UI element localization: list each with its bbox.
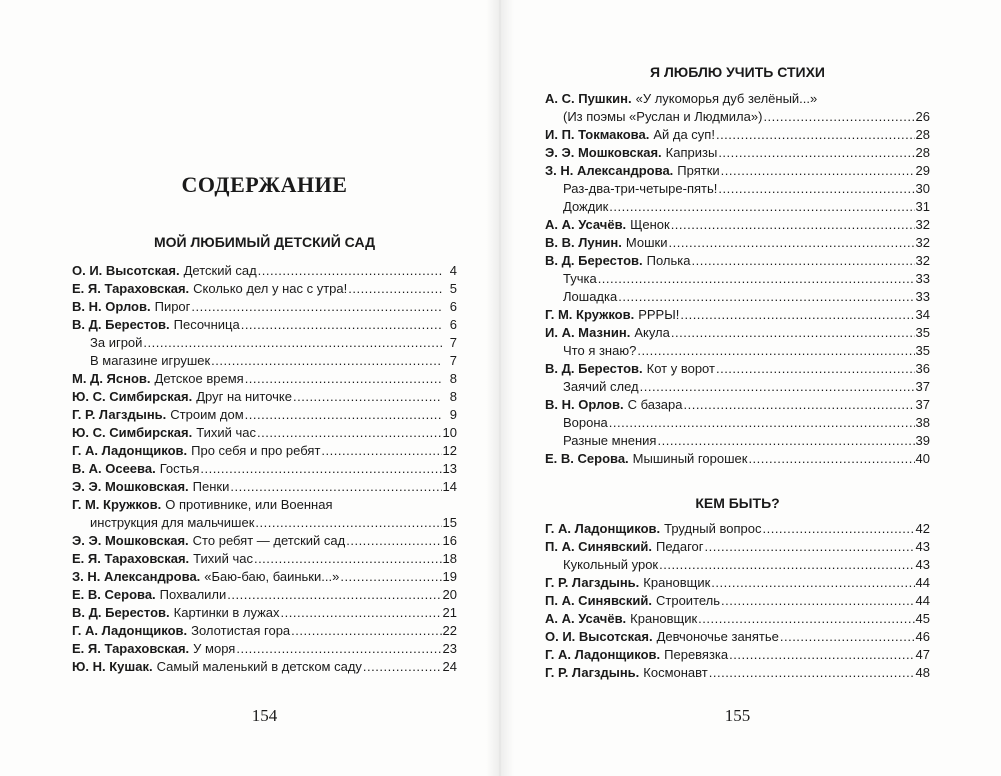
toc-entry-page: 21 <box>442 605 457 620</box>
toc-entry-author: Г. А. Ладонщиков. <box>72 443 188 458</box>
toc-dot-leader <box>705 538 915 556</box>
toc-entry <box>545 216 930 234</box>
toc-dot-leader <box>363 658 442 676</box>
toc-entry <box>545 288 930 306</box>
toc-dot-leader <box>716 126 915 144</box>
toc-entry-author: Г. А. Ладонщиков. <box>72 623 188 638</box>
toc-dot-leader <box>609 414 915 432</box>
toc-entry <box>545 162 930 180</box>
toc-entry-author: В. А. Осеева. <box>72 461 156 476</box>
toc-dot-leader <box>748 450 914 468</box>
toc-dot-leader <box>657 432 914 450</box>
toc-entry-author: Г. А. Ладонщиков. <box>545 647 661 662</box>
toc-entry-page: 45 <box>915 611 930 626</box>
toc-dot-leader <box>241 316 442 334</box>
toc-dot-leader <box>321 442 441 460</box>
toc-entry <box>72 352 457 370</box>
toc-entry-title: Лошадка <box>563 289 618 304</box>
toc-entry-title: С базара <box>627 397 683 412</box>
section-title-kindergarten: МОЙ ЛЮБИМЫЙ ДЕТСКИЙ САД <box>153 234 376 250</box>
toc-dot-leader <box>618 288 914 306</box>
toc-entry <box>545 414 930 432</box>
toc-entry-page: 15 <box>442 515 457 530</box>
toc-entry-page: 32 <box>915 253 930 268</box>
toc-entry <box>72 298 457 316</box>
toc-entry-title: Кукольный урок <box>563 557 659 572</box>
toc-dot-leader <box>637 342 914 360</box>
toc-entry-author: В. Д. Берестов. <box>545 361 643 376</box>
toc-entry-title: Космонавт <box>643 665 708 680</box>
toc-entry <box>545 610 930 628</box>
toc-entry-title: Похвалили <box>159 587 227 602</box>
toc-entry-page: 24 <box>442 659 457 674</box>
toc-entry-title: Тучка <box>563 271 597 286</box>
toc-entry-author: Е. Я. Тараховская. <box>72 551 190 566</box>
toc-entry-page: 14 <box>442 479 457 494</box>
book-gutter <box>486 0 514 776</box>
toc-entry-title: Пирог <box>154 299 191 314</box>
toc-entry-title: (Из поэмы «Руслан и Людмила») <box>563 109 763 124</box>
toc-entry <box>545 90 930 108</box>
toc-entry-title: Педагог <box>656 539 704 554</box>
toc-entry <box>72 568 457 586</box>
toc-dot-leader <box>659 556 914 574</box>
toc-entry-page: 13 <box>442 461 457 476</box>
toc-entry-title: Дождик <box>563 199 609 214</box>
toc-entry <box>545 342 930 360</box>
toc-dot-leader <box>230 478 441 496</box>
toc-dot-leader <box>281 604 442 622</box>
toc-entry <box>545 396 930 414</box>
toc-dot-leader <box>254 550 442 568</box>
toc-entry-title: Золотистая гора <box>191 623 291 638</box>
toc-entry-page: 37 <box>915 379 930 394</box>
toc-entry-page: 6 <box>449 299 457 314</box>
toc-entry-author: Г. М. Кружков. <box>545 307 635 322</box>
toc-entry <box>72 640 457 658</box>
toc-entry-title: Строим дом <box>170 407 244 422</box>
toc-entry-page: 47 <box>915 647 930 662</box>
toc-entry <box>545 360 930 378</box>
toc-dot-leader <box>680 306 914 324</box>
toc-entry <box>72 586 457 604</box>
toc-entry-title: Девчоночье занятье <box>656 629 779 644</box>
toc-entry-title: За игрой <box>90 335 143 350</box>
toc-entry-page: 28 <box>915 145 930 160</box>
toc-list-kindergarten <box>72 262 457 676</box>
toc-dot-leader <box>716 360 915 378</box>
toc-entry <box>545 378 930 396</box>
toc-dot-leader <box>291 622 441 640</box>
toc-entry-page: 33 <box>915 289 930 304</box>
toc-dot-leader <box>729 646 914 664</box>
toc-entry-author: Г. Р. Лагздынь. <box>72 407 167 422</box>
toc-dot-leader <box>227 586 441 604</box>
toc-entry-author: А. С. Пушкин. <box>545 91 632 106</box>
toc-entry <box>72 370 457 388</box>
toc-entry-title: Мышиный горошек <box>632 451 748 466</box>
toc-entry-page: 31 <box>915 199 930 214</box>
toc-entry-page: 32 <box>915 217 930 232</box>
toc-entry-page: 20 <box>442 587 457 602</box>
toc-entry-page: 33 <box>915 271 930 286</box>
toc-entry-page: 44 <box>915 593 930 608</box>
toc-entry-title: Строитель <box>656 593 721 608</box>
toc-entry-title: Щенок <box>630 217 670 232</box>
toc-entry-page: 35 <box>915 343 930 358</box>
toc-entry-author: Э. Э. Мошковская. <box>72 479 189 494</box>
toc-entry-author: Ю. С. Симбирская. <box>72 425 193 440</box>
section-title-professions: КЕМ БЫТЬ? <box>695 495 780 511</box>
toc-entry-title: У моря <box>193 641 236 656</box>
toc-entry-title: Ай да суп! <box>653 127 715 142</box>
toc-dot-leader <box>143 334 442 352</box>
toc-entry-author: О. И. Высотская. <box>72 263 180 278</box>
toc-entry <box>72 658 457 676</box>
toc-entry-author: И. П. Токмакова. <box>545 127 650 142</box>
toc-entry-title: Капризы <box>665 145 718 160</box>
toc-entry-page: 10 <box>442 425 457 440</box>
toc-entry-title: Крановщик <box>630 611 698 626</box>
toc-entry-author: Е. В. Серова. <box>545 451 629 466</box>
toc-entry <box>545 432 930 450</box>
toc-entry-author: В. Д. Берестов. <box>72 317 170 332</box>
toc-dot-leader <box>346 532 441 550</box>
toc-entry-author: М. Д. Яснов. <box>72 371 151 386</box>
toc-entry-author: Г. Р. Лагздынь. <box>545 665 640 680</box>
toc-dot-leader <box>258 262 442 280</box>
toc-dot-leader <box>236 640 441 658</box>
toc-dot-leader <box>340 568 441 586</box>
toc-entry <box>545 592 930 610</box>
toc-dot-leader <box>200 460 441 478</box>
toc-entry <box>545 306 930 324</box>
toc-entry-title: Раз-два-три-четыре-пять! <box>563 181 718 196</box>
toc-entry-title: Разные мнения <box>563 433 657 448</box>
toc-entry <box>545 628 930 646</box>
toc-entry-author: В. Д. Берестов. <box>72 605 170 620</box>
toc-entry-page: 7 <box>449 335 457 350</box>
toc-entry-author: В. Н. Орлов. <box>545 397 624 412</box>
toc-entry-author: П. А. Синявский. <box>545 593 652 608</box>
toc-dot-leader <box>211 352 442 370</box>
toc-entry-title: В магазине игрушек <box>90 353 211 368</box>
toc-dot-leader <box>721 162 915 180</box>
toc-entry-author: Г. А. Ладонщиков. <box>545 521 661 536</box>
toc-entry-page: 4 <box>449 263 457 278</box>
contents-heading: СОДЕРЖАНИЕ <box>181 172 348 197</box>
toc-entry-author: И. А. Мазнин. <box>545 325 631 340</box>
toc-entry-title: «Баю-баю, баиньки...» <box>204 569 340 584</box>
toc-entry <box>72 622 457 640</box>
toc-dot-leader <box>718 180 914 198</box>
toc-dot-leader <box>763 108 914 126</box>
toc-dot-leader <box>671 216 915 234</box>
toc-dot-leader <box>762 520 914 538</box>
toc-entry-page: 18 <box>442 551 457 566</box>
toc-dot-leader <box>245 370 442 388</box>
toc-entry-title: Прятки <box>677 163 720 178</box>
toc-entry-title: Сколько дел у нас с утра! <box>193 281 348 296</box>
toc-entry-page: 42 <box>915 521 930 536</box>
toc-entry <box>545 520 930 538</box>
toc-entry <box>545 664 930 682</box>
toc-entry-page: 40 <box>915 451 930 466</box>
toc-entry <box>545 646 930 664</box>
toc-entry <box>72 514 457 532</box>
toc-dot-leader <box>780 628 915 646</box>
toc-entry <box>72 460 457 478</box>
toc-entry-author: В. Д. Берестов. <box>545 253 643 268</box>
toc-entry-title: Что я знаю? <box>563 343 637 358</box>
toc-entry-title: Самый маленький в детском саду <box>156 659 362 674</box>
toc-entry-title: Картинки в лужах <box>173 605 280 620</box>
toc-entry-title: РРРЫ! <box>638 307 680 322</box>
toc-entry-title: Трудный вопрос <box>664 521 762 536</box>
toc-entry-title: инструкция для мальчишек <box>90 515 255 530</box>
toc-entry-page: 12 <box>442 443 457 458</box>
toc-entry-page: 32 <box>915 235 930 250</box>
page-number-right: 155 <box>724 706 751 725</box>
toc-dot-leader <box>255 514 441 532</box>
toc-entry <box>545 574 930 592</box>
toc-entry <box>545 180 930 198</box>
toc-entry <box>72 550 457 568</box>
toc-entry-author: Е. В. Серова. <box>72 587 156 602</box>
toc-dot-leader <box>668 234 914 252</box>
toc-entry <box>545 126 930 144</box>
toc-dot-leader <box>348 280 442 298</box>
toc-entry-title: Тихий час <box>196 425 256 440</box>
toc-entry-page: 37 <box>915 397 930 412</box>
toc-entry-author: З. Н. Александрова. <box>72 569 201 584</box>
toc-entry-author: О. И. Высотская. <box>545 629 653 644</box>
toc-entry-title: Детское время <box>154 371 244 386</box>
toc-entry-page: 9 <box>449 407 457 422</box>
toc-entry <box>72 406 457 424</box>
toc-dot-leader <box>598 270 915 288</box>
toc-entry-page: 43 <box>915 539 930 554</box>
toc-entry-author: В. Н. Орлов. <box>72 299 151 314</box>
toc-dot-leader <box>711 574 914 592</box>
toc-entry <box>545 252 930 270</box>
toc-entry-page: 48 <box>915 665 930 680</box>
toc-entry-author: Ю. Н. Кушак. <box>72 659 153 674</box>
toc-entry <box>545 144 930 162</box>
toc-entry-page: 34 <box>915 307 930 322</box>
toc-entry-title: Сто ребят — детский сад <box>192 533 346 548</box>
toc-entry <box>545 270 930 288</box>
toc-entry-title: Кот у ворот <box>646 361 715 376</box>
toc-entry <box>545 538 930 556</box>
toc-entry-title: Полька <box>646 253 691 268</box>
toc-entry-page: 36 <box>915 361 930 376</box>
toc-entry-author: З. Н. Александрова. <box>545 163 674 178</box>
toc-dot-leader <box>698 610 914 628</box>
page-number-left: 154 <box>251 706 278 725</box>
toc-entry <box>72 280 457 298</box>
toc-dot-leader <box>718 144 914 162</box>
toc-entry-title: Акула <box>634 325 670 340</box>
toc-entry-page: 7 <box>449 353 457 368</box>
toc-entry-page: 5 <box>449 281 457 296</box>
toc-entry-title: Про себя и про ребят <box>191 443 321 458</box>
toc-entry-title: Перевязка <box>664 647 729 662</box>
toc-dot-leader <box>671 324 915 342</box>
toc-entry <box>72 334 457 352</box>
toc-list-poems <box>545 90 930 468</box>
toc-entry-page: 43 <box>915 557 930 572</box>
toc-dot-leader <box>293 388 442 406</box>
toc-entry-author: А. А. Усачёв. <box>545 611 627 626</box>
toc-entry-title: Пенки <box>192 479 230 494</box>
toc-entry-page: 6 <box>449 317 457 332</box>
toc-entry-title: Гостья <box>159 461 200 476</box>
toc-dot-leader <box>257 424 442 442</box>
toc-entry-author: Г. Р. Лагздынь. <box>545 575 640 590</box>
toc-entry <box>72 424 457 442</box>
toc-entry-author: Ю. С. Симбирская. <box>72 389 193 404</box>
toc-entry-page: 8 <box>449 389 457 404</box>
section-title-poems: Я ЛЮБЛЮ УЧИТЬ СТИХИ <box>650 64 825 80</box>
toc-entry-title: О противнике, или Военная <box>165 497 333 512</box>
toc-entry <box>545 108 930 126</box>
toc-entry <box>545 450 930 468</box>
toc-entry-page: 38 <box>915 415 930 430</box>
toc-entry-page: 44 <box>915 575 930 590</box>
toc-entry-title: «У лукоморья дуб зелёный...» <box>635 91 818 106</box>
toc-entry-title: Ворона <box>563 415 608 430</box>
toc-dot-leader <box>683 396 914 414</box>
toc-entry-page: 26 <box>915 109 930 124</box>
toc-entry-author: Э. Э. Мошковская. <box>72 533 189 548</box>
toc-entry <box>72 316 457 334</box>
toc-entry-page: 19 <box>442 569 457 584</box>
toc-entry-author: П. А. Синявский. <box>545 539 652 554</box>
toc-entry-author: Э. Э. Мошковская. <box>545 145 662 160</box>
toc-entry-title: Крановщик <box>643 575 711 590</box>
toc-dot-leader <box>692 252 915 270</box>
toc-entry-page: 23 <box>442 641 457 656</box>
toc-entry-page: 46 <box>915 629 930 644</box>
toc-entry-page: 39 <box>915 433 930 448</box>
toc-entry <box>72 388 457 406</box>
toc-dot-leader <box>245 406 442 424</box>
toc-entry-page: 22 <box>442 623 457 638</box>
toc-entry-title: Заячий след <box>563 379 639 394</box>
toc-entry-page: 28 <box>915 127 930 142</box>
toc-entry <box>72 442 457 460</box>
toc-entry <box>545 198 930 216</box>
toc-entry-title: Друг на ниточке <box>196 389 292 404</box>
toc-entry <box>72 496 457 514</box>
toc-entry-title: Песочница <box>173 317 240 332</box>
toc-dot-leader <box>640 378 915 396</box>
toc-dot-leader <box>191 298 442 316</box>
toc-entry-author: В. В. Лунин. <box>545 235 622 250</box>
toc-dot-leader <box>609 198 914 216</box>
toc-entry-page: 16 <box>442 533 457 548</box>
toc-entry <box>545 324 930 342</box>
toc-entry-title: Детский сад <box>183 263 257 278</box>
toc-entry <box>545 556 930 574</box>
toc-entry-author: Е. Я. Тараховская. <box>72 281 190 296</box>
toc-entry-page: 8 <box>449 371 457 386</box>
toc-entry <box>72 604 457 622</box>
toc-entry-page: 29 <box>915 163 930 178</box>
toc-entry-title: Мошки <box>625 235 668 250</box>
toc-entry-author: Г. М. Кружков. <box>72 497 162 512</box>
toc-entry-author: Е. Я. Тараховская. <box>72 641 190 656</box>
toc-dot-leader <box>721 592 915 610</box>
toc-entry <box>545 234 930 252</box>
toc-list-professions <box>545 520 930 682</box>
toc-entry-title: Тихий час <box>193 551 253 566</box>
toc-dot-leader <box>709 664 915 682</box>
toc-entry-page: 35 <box>915 325 930 340</box>
toc-entry-page: 30 <box>915 181 930 196</box>
toc-entry <box>72 262 457 280</box>
toc-entry <box>72 532 457 550</box>
toc-entry <box>72 478 457 496</box>
toc-entry-author: А. А. Усачёв. <box>545 217 627 232</box>
